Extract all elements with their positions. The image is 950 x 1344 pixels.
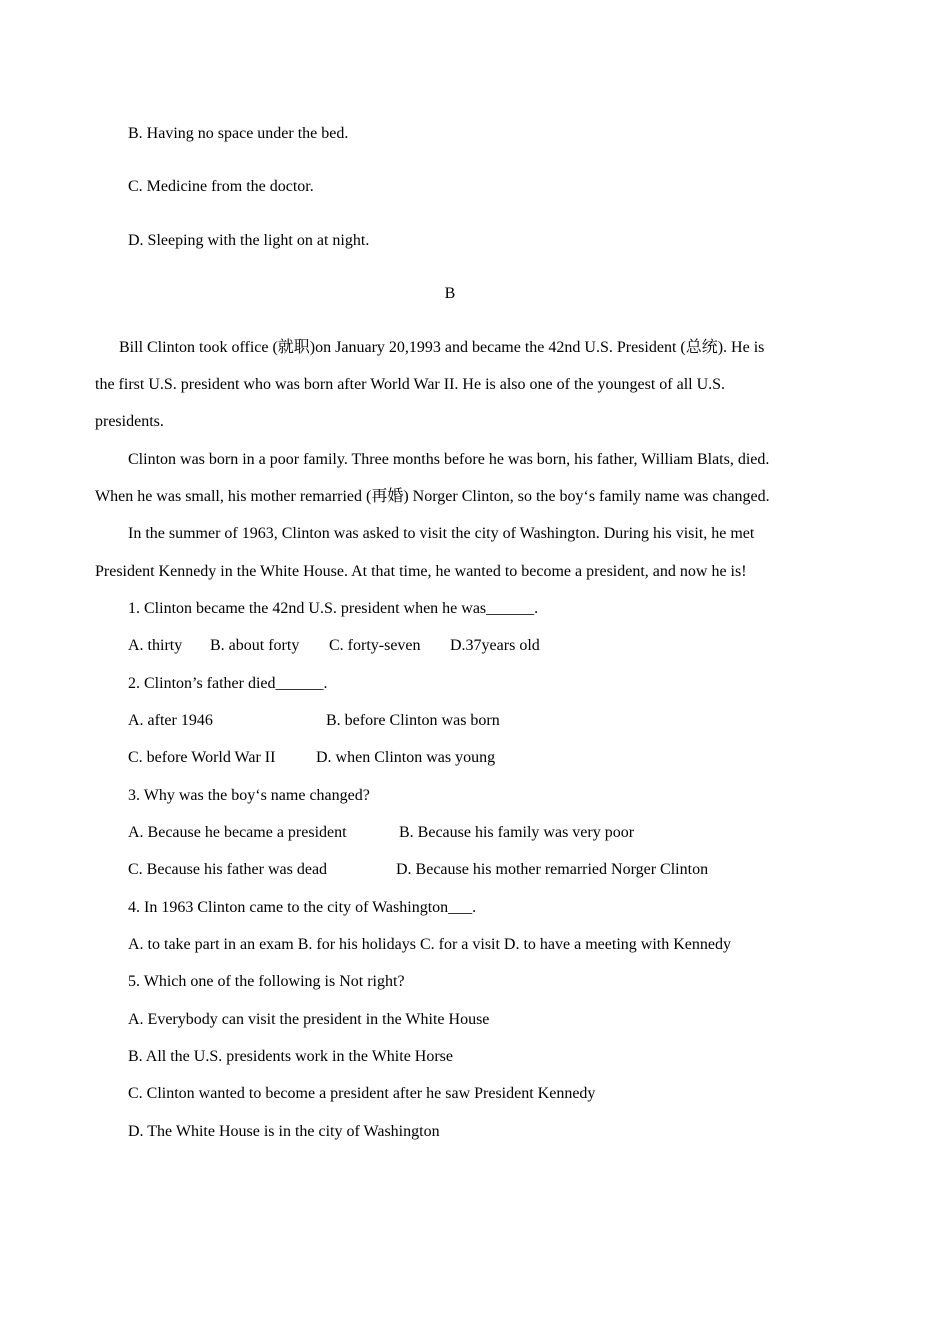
section-label: B <box>444 285 456 302</box>
question-stem: 4. In 1963 Clinton came to the city of Washington___. <box>128 899 477 916</box>
option-c: C. before World War II <box>128 749 276 766</box>
prev-option-c: C. Medicine from the doctor. <box>128 178 314 195</box>
passage-p1-line1: Bill Clinton took office (就职)on January 20,1993 and became the 42nd U.S. President (总统). He is <box>119 339 765 356</box>
option-c: C. forty-seven <box>329 637 421 654</box>
option-a: A. Because he became a president <box>128 824 347 841</box>
option-a: A. thirty <box>128 637 183 654</box>
option-b: B. about forty <box>210 637 300 654</box>
option-d: D.37years old <box>450 637 540 654</box>
options-line: A. to take part in an exam B. for his holidays C. for a visit D. to have a meeting with Kennedy <box>128 936 731 953</box>
question-stem: 3. Why was the boy‘s name changed? <box>128 787 370 804</box>
passage-p3-line1: In the summer of 1963, Clinton was asked to visit the city of Washington. During his visit, he met <box>128 525 755 542</box>
passage-p2-line2: When he was small, his mother remarried (再婚) Norger Clinton, so the boy‘s family name was changed. <box>95 488 770 505</box>
passage-p2-line1: Clinton was born in a poor family. Three months before he was born, his father, William Blats, died. <box>128 451 770 468</box>
question-stem: 1. Clinton became the 42nd U.S. president when he was______. <box>128 600 539 617</box>
option-b: B. All the U.S. presidents work in the White Horse <box>128 1048 453 1065</box>
passage-p3-line2: President Kennedy in the White House. At that time, he wanted to become a president, and now he is! <box>95 563 747 580</box>
question-stem: 2. Clinton’s father died______. <box>128 675 328 692</box>
option-d: D. The White House is in the city of Washington <box>128 1123 440 1140</box>
option-d: D. Because his mother remarried Norger Clinton <box>396 861 709 878</box>
option-b: B. Because his family was very poor <box>399 824 635 841</box>
option-a: A. Everybody can visit the president in the White House <box>128 1011 490 1028</box>
option-c: C. Because his father was dead <box>128 861 328 878</box>
prev-option-b: B. Having no space under the bed. <box>128 125 349 142</box>
passage-p1-line3: presidents. <box>95 413 164 430</box>
question-stem: 5. Which one of the following is Not right? <box>128 973 405 990</box>
option-c: C. Clinton wanted to become a president after he saw President Kennedy <box>128 1085 596 1102</box>
prev-option-d: D. Sleeping with the light on at night. <box>128 232 370 249</box>
option-a: A. after 1946 <box>128 712 213 729</box>
option-d: D. when Clinton was young <box>316 749 496 766</box>
option-b: B. before Clinton was born <box>326 712 500 729</box>
passage-p1-line2: the first U.S. president who was born after World War II. He is also one of the youngest of all U.S. <box>95 376 726 393</box>
